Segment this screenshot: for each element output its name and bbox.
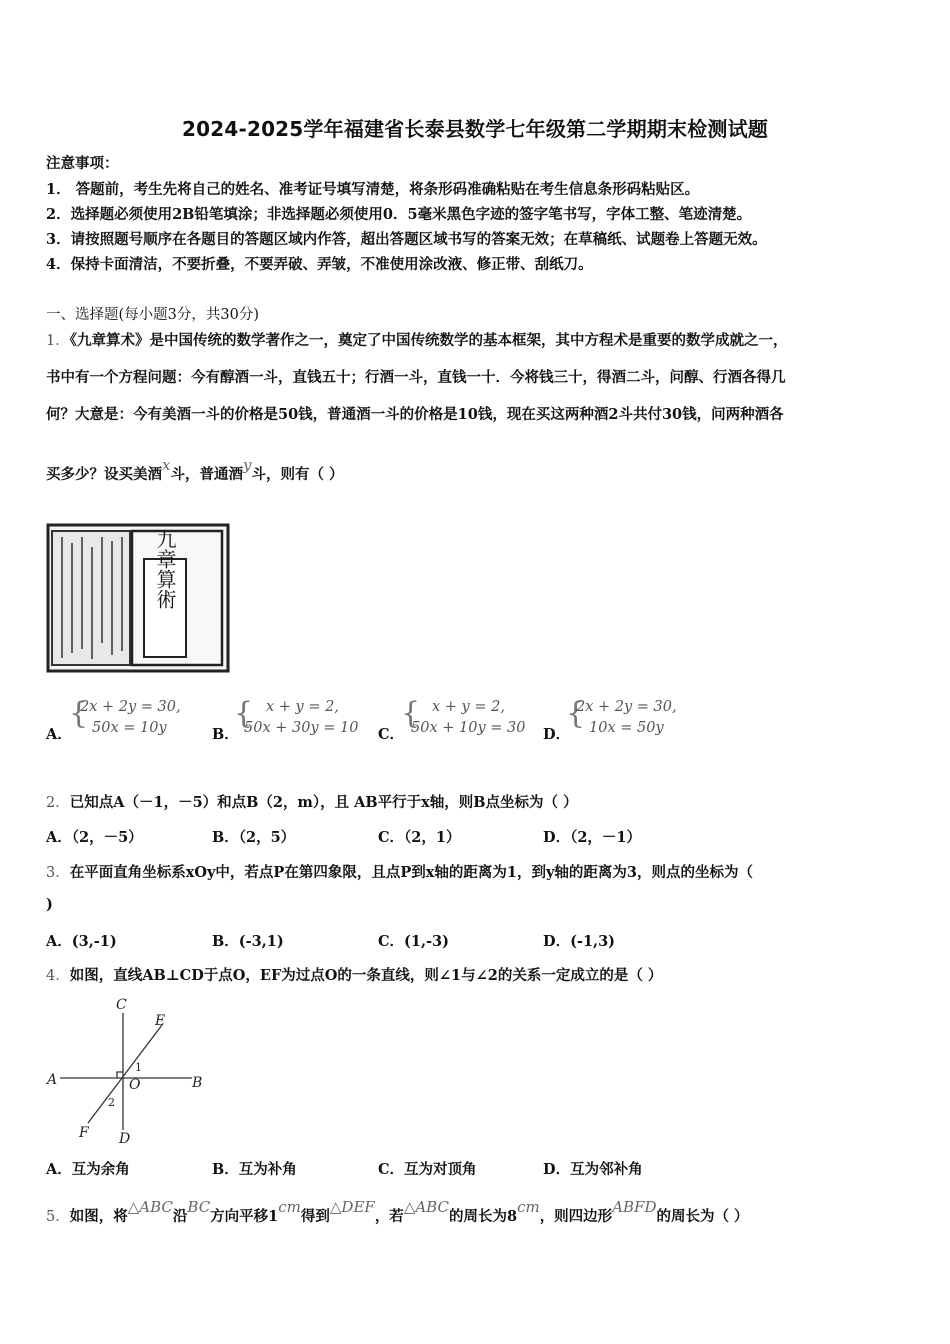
brace-icon: { (566, 696, 586, 731)
math-cm: cm (278, 1198, 301, 1216)
question-text: 已知点A（－1，－5）和点B（2，m），且 AB平行于x轴，则B点坐标为（ ） (69, 794, 578, 811)
option-d-eq1: 2x + 2y = 30, (576, 699, 677, 715)
notice-item: 3．请按照题号顺序在各题目的答题区域内作答，超出答题区域书写的答案无效；在草稿纸、试题卷上答题无效。 (46, 231, 767, 248)
label-c: C (116, 997, 127, 1013)
question-1-line: 何？大意是：今有美酒一斗的价格是50钱，普通酒一斗的价格是10钱，现在买这两种酒2斗共付30钱，问两种酒各 (46, 406, 784, 423)
question-text: 买多少？设买美酒 (46, 466, 162, 483)
option-d-label: D． (543, 726, 571, 743)
math-bc: BC (187, 1198, 211, 1216)
jiuzhang-book-image (46, 523, 230, 673)
q2-option-b: B．（2，5） (212, 829, 296, 846)
question-text: 如图，直线AB⊥CD于点O，EF为过点O的一条直线，则∠1与∠2的关系一定成立的是（ ） (69, 967, 663, 984)
question-text: 斗，则有（ ） (251, 466, 344, 483)
question-number: 5． (46, 1209, 70, 1225)
option-b-eq2: 50x + 30y = 10 (244, 720, 359, 736)
label-f: F (79, 1125, 89, 1141)
label-o: O (129, 1077, 141, 1093)
angle-1-label: 1 (135, 1061, 142, 1074)
question-number: 2． (46, 795, 70, 811)
math-triangle-abc: △ABC (127, 1198, 173, 1216)
q4-option-b: B．互为补角 (212, 1161, 297, 1178)
question-text: 方向平移1 (210, 1208, 279, 1225)
notice-item: 1． 答题前，考生先将自己的姓名、准考证号填写清楚，将条形码准确粘贴在考生信息条形码粘贴区。 (46, 181, 700, 198)
question-number: 1． (46, 333, 70, 349)
question-1-line (46, 329, 787, 350)
question-2-line (46, 791, 578, 812)
q3-option-d: D．(-1,3) (543, 933, 616, 950)
q2-option-c: C．（2，1） (378, 829, 461, 846)
brace-icon: { (401, 696, 421, 731)
label-b: B (192, 1075, 203, 1091)
question-text: 得到 (300, 1208, 330, 1225)
option-d-eq2: 10x = 50y (589, 720, 664, 736)
question-1-line (46, 456, 344, 484)
q4-option-a: A．互为余角 (46, 1161, 130, 1178)
math-abfd: ABFD (612, 1198, 657, 1216)
notice-heading: 注意事项： (46, 155, 119, 172)
question-5-line (46, 1198, 749, 1226)
question-text: ，则四边形 (539, 1208, 613, 1225)
q4-option-c: C．互为对顶角 (378, 1161, 477, 1178)
option-c-label: C． (378, 726, 405, 743)
option-a-eq1: 2x + 2y = 30, (80, 699, 181, 715)
question-text: 《九章算术》是中国传统的数学著作之一，奠定了中国传统数学的基本框架，其中方程术是重要的数学成就之一， (69, 332, 788, 349)
question-text: ，若 (374, 1208, 404, 1225)
question-number: 3． (46, 865, 70, 881)
q4-option-d: D．互为邻补角 (543, 1161, 643, 1178)
q2-option-d: D．（2，－1） (543, 829, 642, 846)
var-y: y (242, 456, 252, 474)
perpendicular-lines-figure (44, 993, 214, 1148)
notice-item: 4．保持卡面清洁，不要折叠，不要弄破、弄皱，不准使用涂改液、修正带、刮纸刀。 (46, 256, 593, 273)
book-title: 九章算術 (153, 529, 177, 609)
option-a-eq2: 50x = 10y (92, 720, 167, 736)
angle-2-label: 2 (108, 1096, 115, 1109)
question-text: 的周长为8 (448, 1208, 518, 1225)
option-c-eq2: 50x + 10y = 30 (411, 720, 526, 736)
q3-option-c: C．(1,-3) (378, 933, 450, 950)
question-number: 4． (46, 968, 70, 984)
question-3-line (46, 861, 753, 882)
math-triangle-def: △DEF (329, 1198, 375, 1216)
q3-option-b: B．(-3,1) (212, 933, 284, 950)
brace-icon: { (234, 696, 254, 731)
option-c-eq1: x + y = 2, (432, 699, 505, 715)
question-4-line (46, 964, 662, 985)
math-cm: cm (517, 1198, 540, 1216)
question-1-line: 书中有一个方程问题：今有醇酒一斗，直钱五十；行酒一斗，直钱一十．今将钱三十，得酒二斗，问醇、行酒各得几 (46, 369, 786, 386)
option-b-eq1: x + y = 2, (266, 699, 339, 715)
q2-option-a: A．（2，－5） (46, 829, 143, 846)
brace-icon: { (69, 696, 89, 731)
question-3-line: ) (46, 896, 53, 913)
var-x: x (162, 456, 171, 474)
question-text: 的周长为（ ） (656, 1208, 749, 1225)
label-d: D (119, 1131, 131, 1147)
question-text: 在平面直角坐标系xOy中，若点P在第四象限，且点P到x轴的距离为1，到y轴的距离为3，则点的坐标为（ (69, 864, 753, 881)
label-a: A (47, 1072, 58, 1088)
option-b-label: B． (212, 726, 239, 743)
question-text: 如图，将 (69, 1208, 128, 1225)
section-heading: 一、选择题(每小题3分，共30分) (46, 307, 259, 323)
label-e: E (155, 1013, 166, 1029)
notice-item: 2．选择题必须使用2B铅笔填涂；非选择题必须使用0．5毫米黑色字迹的签字笔书写，字体工整、笔迹清楚。 (46, 206, 752, 223)
q3-option-a: A．(3,-1) (46, 933, 117, 950)
question-text: 斗，普通酒 (170, 466, 243, 483)
math-triangle-abc: △ABC (403, 1198, 449, 1216)
option-a-label: A． (46, 726, 72, 743)
question-text: 沿 (172, 1208, 188, 1225)
page-title: 2024-2025学年福建省长泰县数学七年级第二学期期末检测试题 (181, 117, 769, 141)
